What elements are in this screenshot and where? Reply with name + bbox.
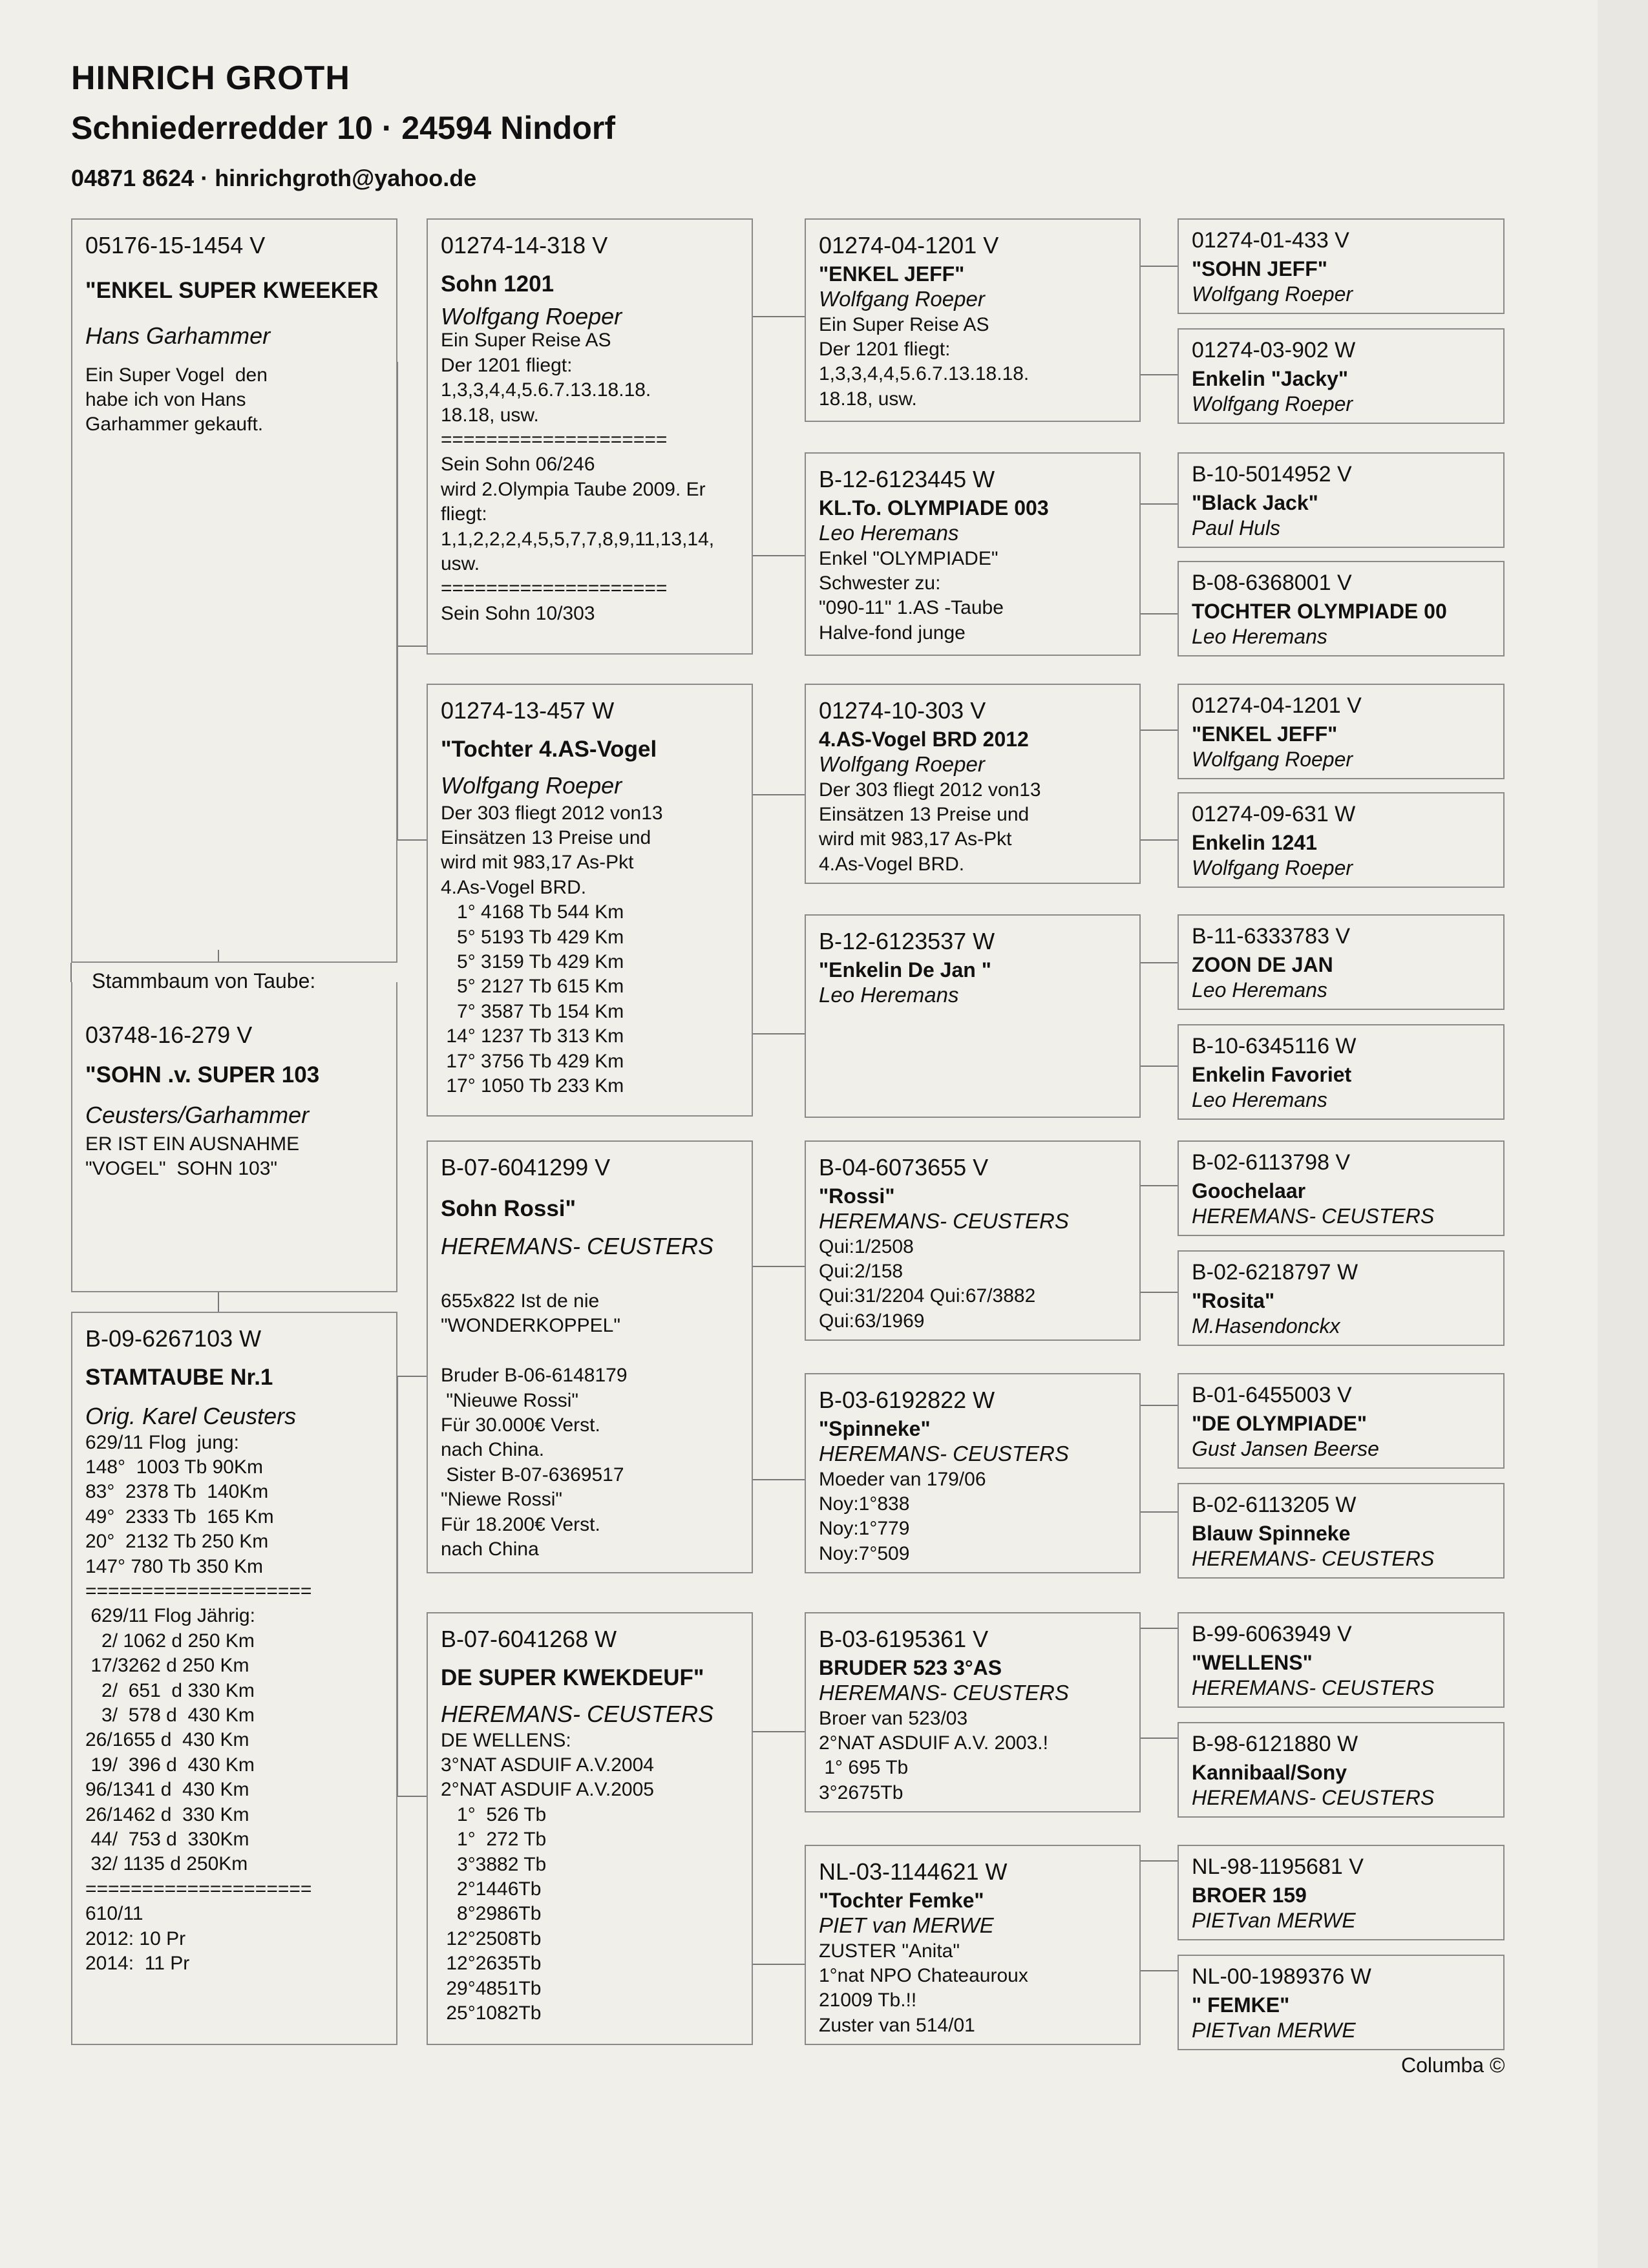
ancestor-box bbox=[1178, 561, 1505, 656]
pigeon-name: TOCHTER OLYMPIADE 00 bbox=[1192, 599, 1447, 623]
owner: Wolfgang Roeper bbox=[441, 302, 622, 330]
notes: Ein Super Vogel den habe ich von Hans Garhammer gekauft. bbox=[85, 364, 268, 436]
copyright-footer: Columba © bbox=[1401, 2053, 1505, 2077]
great-grandparent-box bbox=[805, 1373, 1141, 1573]
sire-box bbox=[71, 982, 397, 1292]
notes: DE WELLENS: 3°NAT ASDUIF A.V.2004 2°NAT ASDUIF A.V.2005 1° 526 Tb 1° 272 Tb 3°3882 Tb 2°1446Tb 8°2986Tb 12°2508Tb 12°2635Tb 29°4851Tb 25°1082Tb bbox=[441, 1729, 654, 2024]
owner: Wolfgang Roeper bbox=[819, 286, 985, 311]
owner: Ceusters/Garhammer bbox=[85, 1101, 310, 1128]
owner: Leo Heremans bbox=[1192, 625, 1327, 649]
great-grandparent-box bbox=[805, 452, 1141, 656]
owner: PIETvan MERWE bbox=[1192, 1909, 1356, 1933]
ancestor-box bbox=[1178, 218, 1505, 314]
pigeon-name: "Tochter 4.AS-Vogel bbox=[441, 737, 657, 762]
ancestor-box bbox=[1178, 792, 1505, 888]
breeder-name: HINRICH GROTH bbox=[71, 59, 350, 97]
owner: HEREMANS- CEUSTERS bbox=[1192, 1547, 1435, 1571]
ring-number: B-12-6123537 W bbox=[819, 928, 995, 954]
ring-number: B-01-6455003 V bbox=[1192, 1383, 1352, 1407]
notes: Moeder van 179/06 Noy:1°838 Noy:1°779 Noy:7°509 bbox=[819, 1468, 986, 1564]
pigeon-name: "ENKEL JEFF" bbox=[1192, 722, 1338, 746]
ancestor-box bbox=[1178, 452, 1505, 548]
notes: ER IST EIN AUSNAHME "VOGEL" SOHN 103" bbox=[85, 1133, 300, 1180]
pigeon-name: "SOHN JEFF" bbox=[1192, 257, 1327, 280]
ring-number: 01274-09-631 W bbox=[1192, 802, 1356, 826]
ring-number: NL-00-1989376 W bbox=[1192, 1964, 1371, 1989]
notes: Ein Super Reise AS Der 1201 fliegt: 1,3,3,4,4,5.6.7.13.18.18. 18.18, usw. bbox=[819, 313, 1030, 410]
ring-number: B-07-6041299 V bbox=[441, 1154, 611, 1181]
pigeon-name: " FEMKE" bbox=[1192, 1993, 1290, 2017]
owner: HEREMANS- CEUSTERS bbox=[819, 1680, 1069, 1705]
owner: Orig. Karel Ceusters bbox=[85, 1402, 297, 1429]
ring-number: B-09-6267103 W bbox=[85, 1325, 262, 1352]
ring-number: 01274-03-902 W bbox=[1192, 338, 1356, 362]
great-grandparent-box bbox=[805, 684, 1141, 884]
owner: Hans Garhammer bbox=[85, 322, 271, 349]
great-grandparent-box bbox=[805, 218, 1141, 422]
owner: HEREMANS- CEUSTERS bbox=[819, 1208, 1069, 1233]
ancestor-box bbox=[1178, 1612, 1505, 1708]
grandparent-box bbox=[427, 1140, 753, 1573]
owner: HEREMANS- CEUSTERS bbox=[819, 1441, 1069, 1465]
great-grandparent-box bbox=[805, 914, 1141, 1118]
owner: M.Hasendonckx bbox=[1192, 1314, 1340, 1338]
owner: PIET van MERWE bbox=[819, 1913, 994, 1937]
pigeon-name: "Black Jack" bbox=[1192, 490, 1318, 514]
great-grandparent-box bbox=[805, 1845, 1141, 2045]
pigeon-name: "WELLENS" bbox=[1192, 1650, 1313, 1674]
owner: Paul Huls bbox=[1192, 516, 1280, 540]
pigeon-name: Sohn 1201 bbox=[441, 271, 555, 297]
notes: ZUSTER "Anita" 1°nat NPO Chateauroux 21009 Tb.!! Zuster van 514/01 bbox=[819, 1940, 1028, 2036]
notes: Der 303 fliegt 2012 von13 Einsätzen 13 Preise und wird mit 983,17 As-Pkt 4.As-Vogel BRD. 1° 4168 Tb 544 Km 5° 5193 Tb 429 Km 5° 3159 Tb 429 Km 5° 2127 Tb 615 Km 7° 3587 Tb 154 Km 14° 1237 Tb 313 Km 17° 3756 Tb 429 Km 17° 1050 Tb 233 Km bbox=[441, 802, 663, 1097]
ring-number: B-03-6195361 V bbox=[819, 1626, 989, 1652]
ring-number: NL-03-1144621 W bbox=[819, 1858, 1008, 1885]
notes: Enkel "OLYMPIADE" Schwester zu: "090-11" 1.AS -Taube Halve-fond junge bbox=[819, 547, 1004, 644]
owner: HEREMANS- CEUSTERS bbox=[441, 1232, 714, 1259]
grandparent-box bbox=[427, 1612, 753, 2045]
ring-number: B-08-6368001 V bbox=[1192, 571, 1352, 595]
ancestor-box bbox=[1178, 1250, 1505, 1346]
grandparent-box bbox=[427, 684, 753, 1117]
owner: Leo Heremans bbox=[819, 982, 959, 1007]
ancestor-box bbox=[1178, 684, 1505, 779]
great-grandparent-box bbox=[805, 1140, 1141, 1341]
ring-number: B-07-6041268 W bbox=[441, 1626, 617, 1652]
breeder-contact: 04871 8624 · hinrichgroth@yahoo.de bbox=[71, 165, 477, 192]
pigeon-name: "Tochter Femke" bbox=[819, 1889, 984, 1913]
pigeon-name: "Rossi" bbox=[819, 1184, 895, 1208]
breeder-header bbox=[71, 58, 615, 193]
ring-number: B-10-6345116 W bbox=[1192, 1034, 1357, 1058]
grandparent-box bbox=[427, 218, 753, 655]
ancestor-box bbox=[1178, 1845, 1505, 1940]
owner: Leo Heremans bbox=[1192, 1088, 1327, 1112]
owner: HEREMANS- CEUSTERS bbox=[1192, 1786, 1435, 1810]
owner: HEREMANS- CEUSTERS bbox=[441, 1700, 714, 1727]
ring-number: 05176-15-1454 V bbox=[85, 232, 266, 258]
ancestor-box bbox=[1178, 328, 1505, 424]
owner: Wolfgang Roeper bbox=[441, 772, 622, 799]
ring-number: NL-98-1195681 V bbox=[1192, 1854, 1364, 1879]
ring-number: 01274-13-457 W bbox=[441, 697, 615, 724]
pigeon-name: "ENKEL SUPER KWEEKER bbox=[85, 278, 379, 304]
pigeon-name: ZOON DE JAN bbox=[1192, 952, 1333, 976]
pigeon-name: "ENKEL JEFF" bbox=[819, 262, 965, 286]
notes: 629/11 Flog jung: 148° 1003 Tb 90Km 83° 2378 Tb 140Km 49° 2333 Tb 165 Km 20° 2132 Tb 250 Km 147° 780 Tb 350 Km ==================== 629/11 Flog Jährig: 2/ 1062 d 250 Km 17/3262 d 250 Km 2/ 651 d 330 Km 3/ 578 d 430 Km 26/1655 d 430 Km 19/ 396 d 430 Km 96/1341 d 430 Km 26/1462 d 330 Km 44/ 753 d 330Km 32/ 1135 d 250Km ==================== 610/11 2012: 10 Pr 2014: 11 Pr bbox=[85, 1431, 312, 1974]
pigeon-name: Kannibaal/Sony bbox=[1192, 1760, 1347, 1784]
notes: Ein Super Reise AS Der 1201 fliegt: 1,3,3,4,4,5.6.7.13.18.18. 18.18, usw. ==================== Sein Sohn 06/246 wird 2.Olympia Taube 2009. Er fliegt: 1,1,2,2,2,4,5,5,7,7,8,9,11,13,14, usw. ==================== Sein Sohn 10/303 bbox=[441, 330, 715, 624]
ancestor-box bbox=[1178, 914, 1505, 1010]
owner: Wolfgang Roeper bbox=[1192, 392, 1353, 416]
pigeon-name: Enkelin 1241 bbox=[1192, 830, 1317, 854]
dam-box bbox=[71, 1312, 397, 2045]
pigeon-name: Enkelin Favoriet bbox=[1192, 1062, 1352, 1086]
owner: Leo Heremans bbox=[819, 520, 959, 545]
ring-number: B-12-6123445 W bbox=[819, 466, 995, 492]
stammbaum-label: Stammbaum von Taube: bbox=[84, 971, 323, 991]
pigeon-name: "Enkelin De Jan " bbox=[819, 958, 991, 982]
ring-number: B-04-6073655 V bbox=[819, 1154, 989, 1181]
pigeon-name: "Rosita" bbox=[1192, 1288, 1275, 1312]
ancestor-box bbox=[1178, 1722, 1505, 1818]
ring-number: B-02-6218797 W bbox=[1192, 1260, 1358, 1285]
owner: Wolfgang Roeper bbox=[1192, 282, 1353, 306]
owner: Gust Jansen Beerse bbox=[1192, 1437, 1379, 1461]
owner: Wolfgang Roeper bbox=[819, 751, 985, 776]
pigeon-name: 4.AS-Vogel BRD 2012 bbox=[819, 728, 1029, 751]
ring-number: B-02-6113798 V bbox=[1192, 1150, 1351, 1175]
ring-number: 01274-10-303 V bbox=[819, 697, 986, 724]
owner: HEREMANS- CEUSTERS bbox=[1192, 1676, 1435, 1700]
owner: Wolfgang Roeper bbox=[1192, 748, 1353, 772]
pigeon-name: "Spinneke" bbox=[819, 1417, 931, 1441]
ring-number: 03748-16-279 V bbox=[85, 1022, 253, 1048]
pigeon-name: "SOHN .v. SUPER 103 bbox=[85, 1062, 320, 1088]
ancestor-box bbox=[1178, 1483, 1505, 1579]
ancestor-box bbox=[1178, 1140, 1505, 1236]
ring-number: B-10-5014952 V bbox=[1192, 462, 1352, 487]
ring-number: 01274-01-433 V bbox=[1192, 228, 1349, 253]
notes: Qui:1/2508 Qui:2/158 Qui:31/2204 Qui:67/3882 Qui:63/1969 bbox=[819, 1235, 1036, 1332]
notes: 655x822 Ist de nie "WONDERKOPPEL" Bruder B-06-6148179 "Nieuwe Rossi" Für 30.000€ Verst. nach China. Sister B-07-6369517 "Niewe Rossi" Für 18.200€ Verst. nach China bbox=[441, 1290, 628, 1560]
notes: Der 303 fliegt 2012 von13 Einsätzen 13 Preise und wird mit 983,17 As-Pkt 4.As-Vogel BRD. bbox=[819, 779, 1041, 875]
pigeon-name: Sohn Rossi" bbox=[441, 1196, 576, 1222]
subject-pigeon-box bbox=[71, 218, 397, 963]
ring-number: B-11-6333783 V bbox=[1192, 924, 1351, 949]
ancestor-box bbox=[1178, 1024, 1505, 1120]
notes: Broer van 523/03 2°NAT ASDUIF A.V. 2003.! 1° 695 Tb 3°2675Tb bbox=[819, 1707, 1048, 1803]
ring-number: B-02-6113205 W bbox=[1192, 1493, 1357, 1517]
ring-number: B-99-6063949 V bbox=[1192, 1622, 1352, 1646]
owner: PIETvan MERWE bbox=[1192, 2019, 1356, 2042]
pigeon-name: STAMTAUBE Nr.1 bbox=[85, 1365, 273, 1391]
ring-number: B-03-6192822 W bbox=[819, 1387, 995, 1413]
owner: Wolfgang Roeper bbox=[1192, 856, 1353, 880]
ancestor-box bbox=[1178, 1373, 1505, 1469]
ring-number: 01274-04-1201 V bbox=[1192, 693, 1362, 718]
pigeon-name: BRUDER 523 3°AS bbox=[819, 1656, 1002, 1680]
pigeon-name: Blauw Spinneke bbox=[1192, 1521, 1351, 1545]
owner: Leo Heremans bbox=[1192, 978, 1327, 1002]
ancestor-box bbox=[1178, 1955, 1505, 2050]
pigeon-name: KL.To. OLYMPIADE 003 bbox=[819, 496, 1049, 520]
pigeon-name: DE SUPER KWEKDEUF" bbox=[441, 1665, 704, 1691]
breeder-address: Schniederredder 10 · 24594 Nindorf bbox=[71, 110, 615, 147]
pigeon-name: BROER 159 bbox=[1192, 1883, 1307, 1907]
owner: HEREMANS- CEUSTERS bbox=[1192, 1204, 1435, 1228]
pigeon-name: Enkelin "Jacky" bbox=[1192, 366, 1349, 390]
pigeon-name: Goochelaar bbox=[1192, 1179, 1306, 1202]
ring-number: B-98-6121880 W bbox=[1192, 1732, 1358, 1756]
great-grandparent-box bbox=[805, 1612, 1141, 1812]
ring-number: 01274-14-318 V bbox=[441, 232, 608, 258]
pigeon-name: "DE OLYMPIADE" bbox=[1192, 1411, 1367, 1435]
ring-number: 01274-04-1201 V bbox=[819, 232, 999, 258]
